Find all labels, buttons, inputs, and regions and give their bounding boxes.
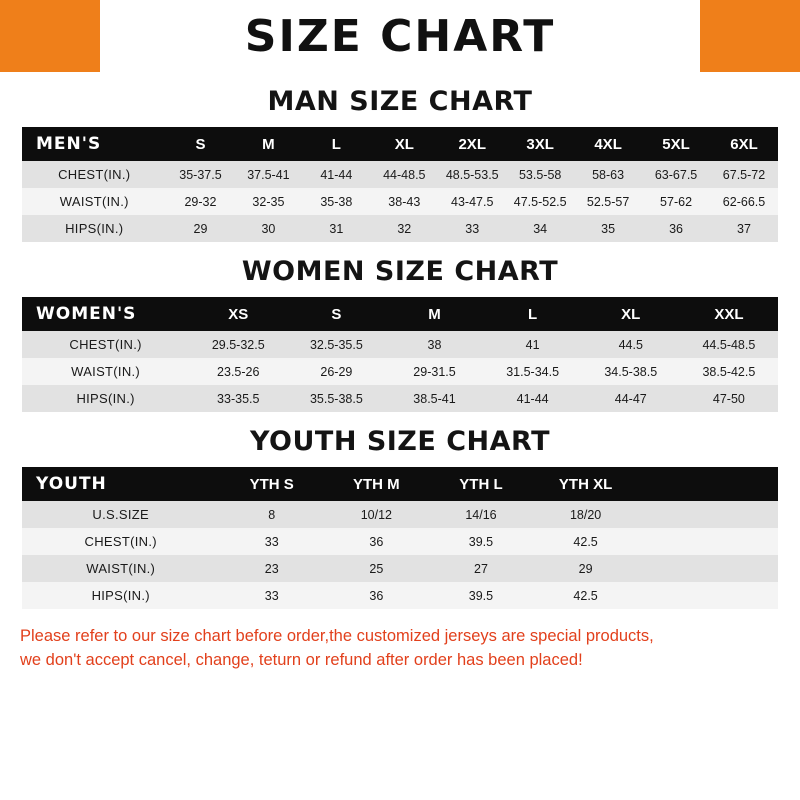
table-man-r0c7: 63-67.5	[642, 161, 710, 188]
table-man-col-6: 4XL	[574, 127, 642, 161]
table-women-row-0-label: CHEST(IN.)	[22, 331, 189, 358]
table-women-col-0: XS	[189, 297, 287, 331]
table-women-r0c5: 44.5-48.5	[680, 331, 778, 358]
table-man-r2c3: 32	[370, 215, 438, 242]
table-youth-r2c-spacer	[638, 555, 778, 582]
order-policy-note-line-1: Please refer to our size chart before order,the customized jerseys are special products,	[20, 627, 654, 645]
table-women-r1c1: 26-29	[287, 358, 385, 385]
table-youth-r2c0: 23	[219, 555, 324, 582]
table-youth-col-0: YTH S	[219, 467, 324, 501]
table-man-r2c6: 35	[574, 215, 642, 242]
table-youth-row-3-label: HIPS(IN.)	[22, 582, 219, 609]
table-youth-r3c2: 39.5	[429, 582, 534, 609]
table-man-col-3: XL	[370, 127, 438, 161]
table-man-r2c8: 37	[710, 215, 778, 242]
table-youth-r0c2: 14/16	[429, 501, 534, 528]
table-man-r1c8: 62-66.5	[710, 188, 778, 215]
table-women-col-5: XXL	[680, 297, 778, 331]
table-row	[22, 501, 778, 528]
table-women-col-1: S	[287, 297, 385, 331]
table-row	[22, 385, 778, 412]
table-man-r2c7: 36	[642, 215, 710, 242]
table-youth-r2c2: 27	[429, 555, 534, 582]
table-man-rowheader: MEN'S	[22, 127, 167, 161]
table-women-r2c1: 35.5-38.5	[287, 385, 385, 412]
table-man-r1c3: 38-43	[370, 188, 438, 215]
table-women-r0c4: 44.5	[582, 331, 680, 358]
table-row	[22, 358, 778, 385]
table-row	[22, 331, 778, 358]
table-women-r0c3: 41	[484, 331, 582, 358]
table-man-col-8: 6XL	[710, 127, 778, 161]
table-women-r0c2: 38	[385, 331, 483, 358]
table-women-rowheader: WOMEN'S	[22, 297, 189, 331]
table-man-r0c8: 67.5-72	[710, 161, 778, 188]
table-man-r0c4: 48.5-53.5	[438, 161, 506, 188]
section-title-women: WOMEN SIZE CHART	[241, 256, 559, 287]
table-man	[22, 127, 778, 242]
table-row	[22, 528, 778, 555]
table-man-r0c0: 35-37.5	[167, 161, 235, 188]
section-title-man: MAN SIZE CHART	[267, 86, 533, 117]
table-women-col-2: M	[385, 297, 483, 331]
table-women-r0c1: 32.5-35.5	[287, 331, 385, 358]
table-women-r2c3: 41-44	[484, 385, 582, 412]
table-youth-r1c0: 33	[219, 528, 324, 555]
table-women-r2c5: 47-50	[680, 385, 778, 412]
table-man-r0c1: 37.5-41	[234, 161, 302, 188]
table-man-col-4: 2XL	[438, 127, 506, 161]
table-man-r1c4: 43-47.5	[438, 188, 506, 215]
table-youth-r1c-spacer	[638, 528, 778, 555]
table-man-r0c6: 58-63	[574, 161, 642, 188]
table-man-col-1: M	[234, 127, 302, 161]
table-man-r2c2: 31	[302, 215, 370, 242]
section-women	[0, 256, 800, 412]
table-youth-r0c1: 10/12	[324, 501, 429, 528]
table-man-r2c4: 33	[438, 215, 506, 242]
table-man-r2c5: 34	[506, 215, 574, 242]
table-man-col-5: 3XL	[506, 127, 574, 161]
table-youth-r0c-spacer	[638, 501, 778, 528]
table-man-r1c0: 29-32	[167, 188, 235, 215]
table-youth-r0c0: 8	[219, 501, 324, 528]
table-women-r1c0: 23.5-26	[189, 358, 287, 385]
table-man-col-7: 5XL	[642, 127, 710, 161]
table-youth-r3c0: 33	[219, 582, 324, 609]
table-youth-r3c1: 36	[324, 582, 429, 609]
table-youth-r1c2: 39.5	[429, 528, 534, 555]
table-man-r0c5: 53.5-58	[506, 161, 574, 188]
table-youth-head	[22, 467, 778, 501]
table-women-r2c4: 44-47	[582, 385, 680, 412]
table-man-r1c7: 57-62	[642, 188, 710, 215]
table-women-col-3: L	[484, 297, 582, 331]
table-man-row-2-label: HIPS(IN.)	[22, 215, 167, 242]
order-policy-note-line-2: we don't accept cancel, change, teturn or refund after order has been placed!	[20, 650, 583, 669]
table-women-r2c0: 33-35.5	[189, 385, 287, 412]
table-youth-col-1: YTH M	[324, 467, 429, 501]
table-youth-r1c3: 42.5	[533, 528, 638, 555]
table-youth-col-3: YTH XL	[533, 467, 638, 501]
table-youth-r2c1: 25	[324, 555, 429, 582]
order-policy-note	[20, 625, 780, 673]
table-women-row-2-label: HIPS(IN.)	[22, 385, 189, 412]
table-row	[22, 161, 778, 188]
table-youth-row-0-label: U.S.SIZE	[22, 501, 219, 528]
table-man-r1c5: 47.5-52.5	[506, 188, 574, 215]
table-man-r1c6: 52.5-57	[574, 188, 642, 215]
section-youth	[0, 426, 800, 609]
table-man-r1c1: 32-35	[234, 188, 302, 215]
table-man-r0c3: 44-48.5	[370, 161, 438, 188]
table-youth-r3c-spacer	[638, 582, 778, 609]
table-man-row-1-label: WAIST(IN.)	[22, 188, 167, 215]
table-youth-col-spacer	[638, 467, 778, 501]
table-man-body	[22, 161, 778, 242]
table-youth-r1c1: 36	[324, 528, 429, 555]
table-man-row-0-label: CHEST(IN.)	[22, 161, 167, 188]
table-youth-col-2: YTH L	[429, 467, 534, 501]
table-women-r1c4: 34.5-38.5	[582, 358, 680, 385]
table-header-row	[22, 467, 778, 501]
table-women-r1c3: 31.5-34.5	[484, 358, 582, 385]
table-row	[22, 555, 778, 582]
table-man-r1c2: 35-38	[302, 188, 370, 215]
table-women-r1c5: 38.5-42.5	[680, 358, 778, 385]
table-header-row	[22, 297, 778, 331]
table-youth-rowheader: YOUTH	[22, 467, 219, 501]
table-man-col-0: S	[167, 127, 235, 161]
table-row	[22, 188, 778, 215]
table-man-head	[22, 127, 778, 161]
table-youth-row-1-label: CHEST(IN.)	[22, 528, 219, 555]
section-man	[0, 86, 800, 242]
table-youth-r0c3: 18/20	[533, 501, 638, 528]
section-title-youth: YOUTH SIZE CHART	[249, 426, 551, 457]
table-youth-r3c3: 42.5	[533, 582, 638, 609]
table-women	[22, 297, 778, 412]
page-title: SIZE CHART	[244, 10, 556, 62]
table-women-r2c2: 38.5-41	[385, 385, 483, 412]
table-row	[22, 582, 778, 609]
table-youth-body	[22, 501, 778, 609]
table-man-r0c2: 41-44	[302, 161, 370, 188]
table-women-row-1-label: WAIST(IN.)	[22, 358, 189, 385]
header-banner-inner	[100, 0, 700, 72]
table-man-r2c1: 30	[234, 215, 302, 242]
table-man-col-2: L	[302, 127, 370, 161]
header-banner	[0, 0, 800, 72]
table-man-r2c0: 29	[167, 215, 235, 242]
table-youth-row-2-label: WAIST(IN.)	[22, 555, 219, 582]
table-youth-r2c3: 29	[533, 555, 638, 582]
table-women-r0c0: 29.5-32.5	[189, 331, 287, 358]
table-row	[22, 215, 778, 242]
table-women-col-4: XL	[582, 297, 680, 331]
table-women-r1c2: 29-31.5	[385, 358, 483, 385]
table-women-body	[22, 331, 778, 412]
table-youth	[22, 467, 778, 609]
table-women-head	[22, 297, 778, 331]
table-header-row	[22, 127, 778, 161]
